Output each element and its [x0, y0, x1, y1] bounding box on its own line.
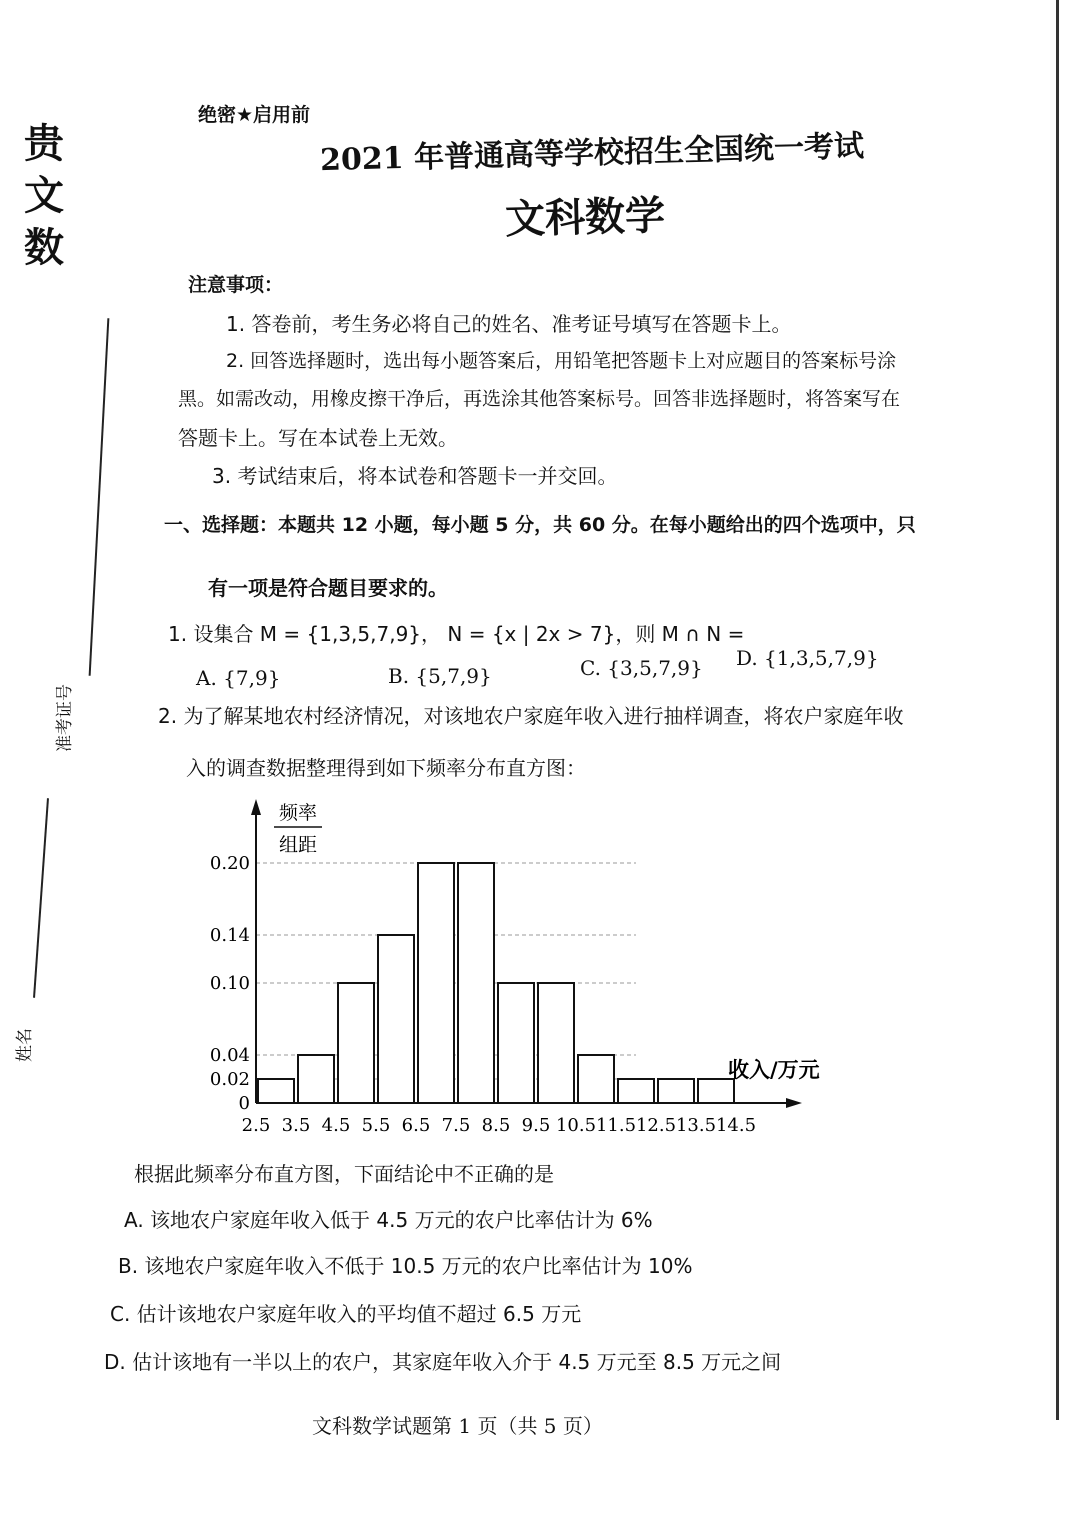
question-2-option-b: B. 该地农户家庭年收入不低于 10.5 万元的农户比率估计为 10% — [118, 1254, 693, 1278]
x-tick-label: 2.5 — [241, 1115, 271, 1136]
section-1-heading: 一、选择题：本题共 12 小题，每小题 5 分，共 60 分。在每小题给出的四个选项中，只 — [164, 514, 916, 536]
page-edge-line — [1056, 0, 1059, 1420]
x-axis-label: 收入/万元 — [728, 1058, 820, 1082]
notice-item-2-line-3: 答题卡上。写在本试卷上无效。 — [178, 426, 458, 450]
x-tick-label: 3.5 — [281, 1115, 311, 1136]
x-tick-label: 7.5 — [441, 1115, 471, 1136]
y-tick-label: 0.02 — [209, 1069, 250, 1090]
y-tick-label: 0.10 — [209, 973, 250, 994]
notice-item-2-line-2: 黑。如需改动，用橡皮擦干净后，再选涂其他答案标号。回答非选择题时，将答案写在 — [178, 388, 901, 410]
y-axis-arrow — [251, 799, 261, 815]
confidential-mark: 绝密★启用前 — [198, 104, 311, 126]
x-tick-label: 9.5 — [521, 1115, 551, 1136]
histogram-bar — [698, 1079, 734, 1103]
name-label: 姓名 — [15, 1028, 35, 1062]
x-tick-label: 8.5 — [481, 1115, 511, 1136]
page-footer: 文科数学试题第 1 页（共 5 页） — [312, 1414, 603, 1438]
x-tick-label: 14.5 — [715, 1115, 757, 1136]
question-1-stem: 1. 设集合 M = {1,3,5,7,9}， N = {x | 2x > 7}，则 M ∩ N = — [168, 622, 745, 646]
histogram-bar — [498, 983, 534, 1103]
histogram-bar — [378, 935, 414, 1103]
notice-item-1: 1. 答卷前，考生务必将自己的姓名、准考证号填写在答题卡上。 — [226, 312, 792, 336]
histogram-bar — [538, 983, 574, 1103]
binding-line-middle — [33, 798, 49, 998]
question-1-option-a: A. {7,9} — [196, 666, 281, 690]
subject-title: 文科数学 — [504, 191, 666, 244]
notice-item-2-line-1: 2. 回答选择题时，选出每小题答案后，用铅笔把答题卡上对应题目的答案标号涂 — [226, 350, 897, 372]
x-tick-label: 4.5 — [321, 1115, 351, 1136]
x-axis-arrow — [786, 1098, 802, 1108]
x-tick-label: 13.5 — [675, 1115, 717, 1136]
histogram-bar — [338, 983, 374, 1103]
histogram-bar — [458, 863, 494, 1103]
side-stamp: 贵文数 — [24, 121, 64, 271]
x-tick-label: 10.5 — [555, 1115, 597, 1136]
y-tick-label: 0.20 — [209, 853, 250, 874]
x-tick-label: 5.5 — [361, 1115, 391, 1136]
x-tick-label: 11.5 — [595, 1115, 637, 1136]
question-2-stem-line-2: 入的调查数据整理得到如下频率分布直方图： — [186, 756, 586, 780]
question-2-option-c: C. 估计该地农户家庭年收入的平均值不超过 6.5 万元 — [110, 1302, 582, 1326]
x-tick-label: 12.5 — [635, 1115, 677, 1136]
frequency-histogram — [180, 795, 860, 1149]
exam-title: 2021 年普通高等学校招生全国统一考试 — [319, 128, 865, 179]
question-2-prompt: 根据此频率分布直方图，下面结论中不正确的是 — [134, 1162, 554, 1186]
question-2-stem-line-1: 2. 为了解某地农村经济情况，对该地农户家庭年收入进行抽样调查，将农户家庭年收 — [158, 704, 904, 728]
question-1-option-d: D. {1,3,5,7,9} — [736, 646, 879, 670]
histogram-bar — [418, 863, 454, 1103]
notice-heading: 注意事项： — [188, 274, 284, 296]
y-tick-label: 0 — [238, 1093, 250, 1114]
histogram-bar — [618, 1079, 654, 1103]
y-axis-label-bottom: 组距 — [278, 834, 318, 856]
histogram-bar — [578, 1055, 614, 1103]
question-2-option-a: A. 该地农户家庭年收入低于 4.5 万元的农户比率估计为 6% — [124, 1208, 653, 1232]
histogram-bar — [298, 1055, 334, 1103]
question-1-option-c: C. {3,5,7,9} — [580, 656, 703, 680]
binding-line-upper — [89, 318, 110, 676]
exam-number-label: 准考证号 — [55, 684, 75, 752]
question-1-option-b: B. {5,7,9} — [388, 664, 492, 688]
question-2-option-d: D. 估计该地有一半以上的农户，其家庭年收入介于 4.5 万元至 8.5 万元之间 — [104, 1350, 782, 1374]
section-1-heading-cont: 有一项是符合题目要求的。 — [208, 576, 448, 600]
y-axis-label-top: 频率 — [278, 802, 318, 824]
notice-item-3: 3. 考试结束后，将本试卷和答题卡一并交回。 — [212, 464, 618, 488]
histogram-bar — [258, 1079, 294, 1103]
y-tick-label: 0.14 — [209, 925, 250, 946]
histogram-svg — [180, 795, 860, 1145]
y-tick-label: 0.04 — [209, 1045, 250, 1066]
x-tick-label: 6.5 — [401, 1115, 431, 1136]
histogram-bar — [658, 1079, 694, 1103]
